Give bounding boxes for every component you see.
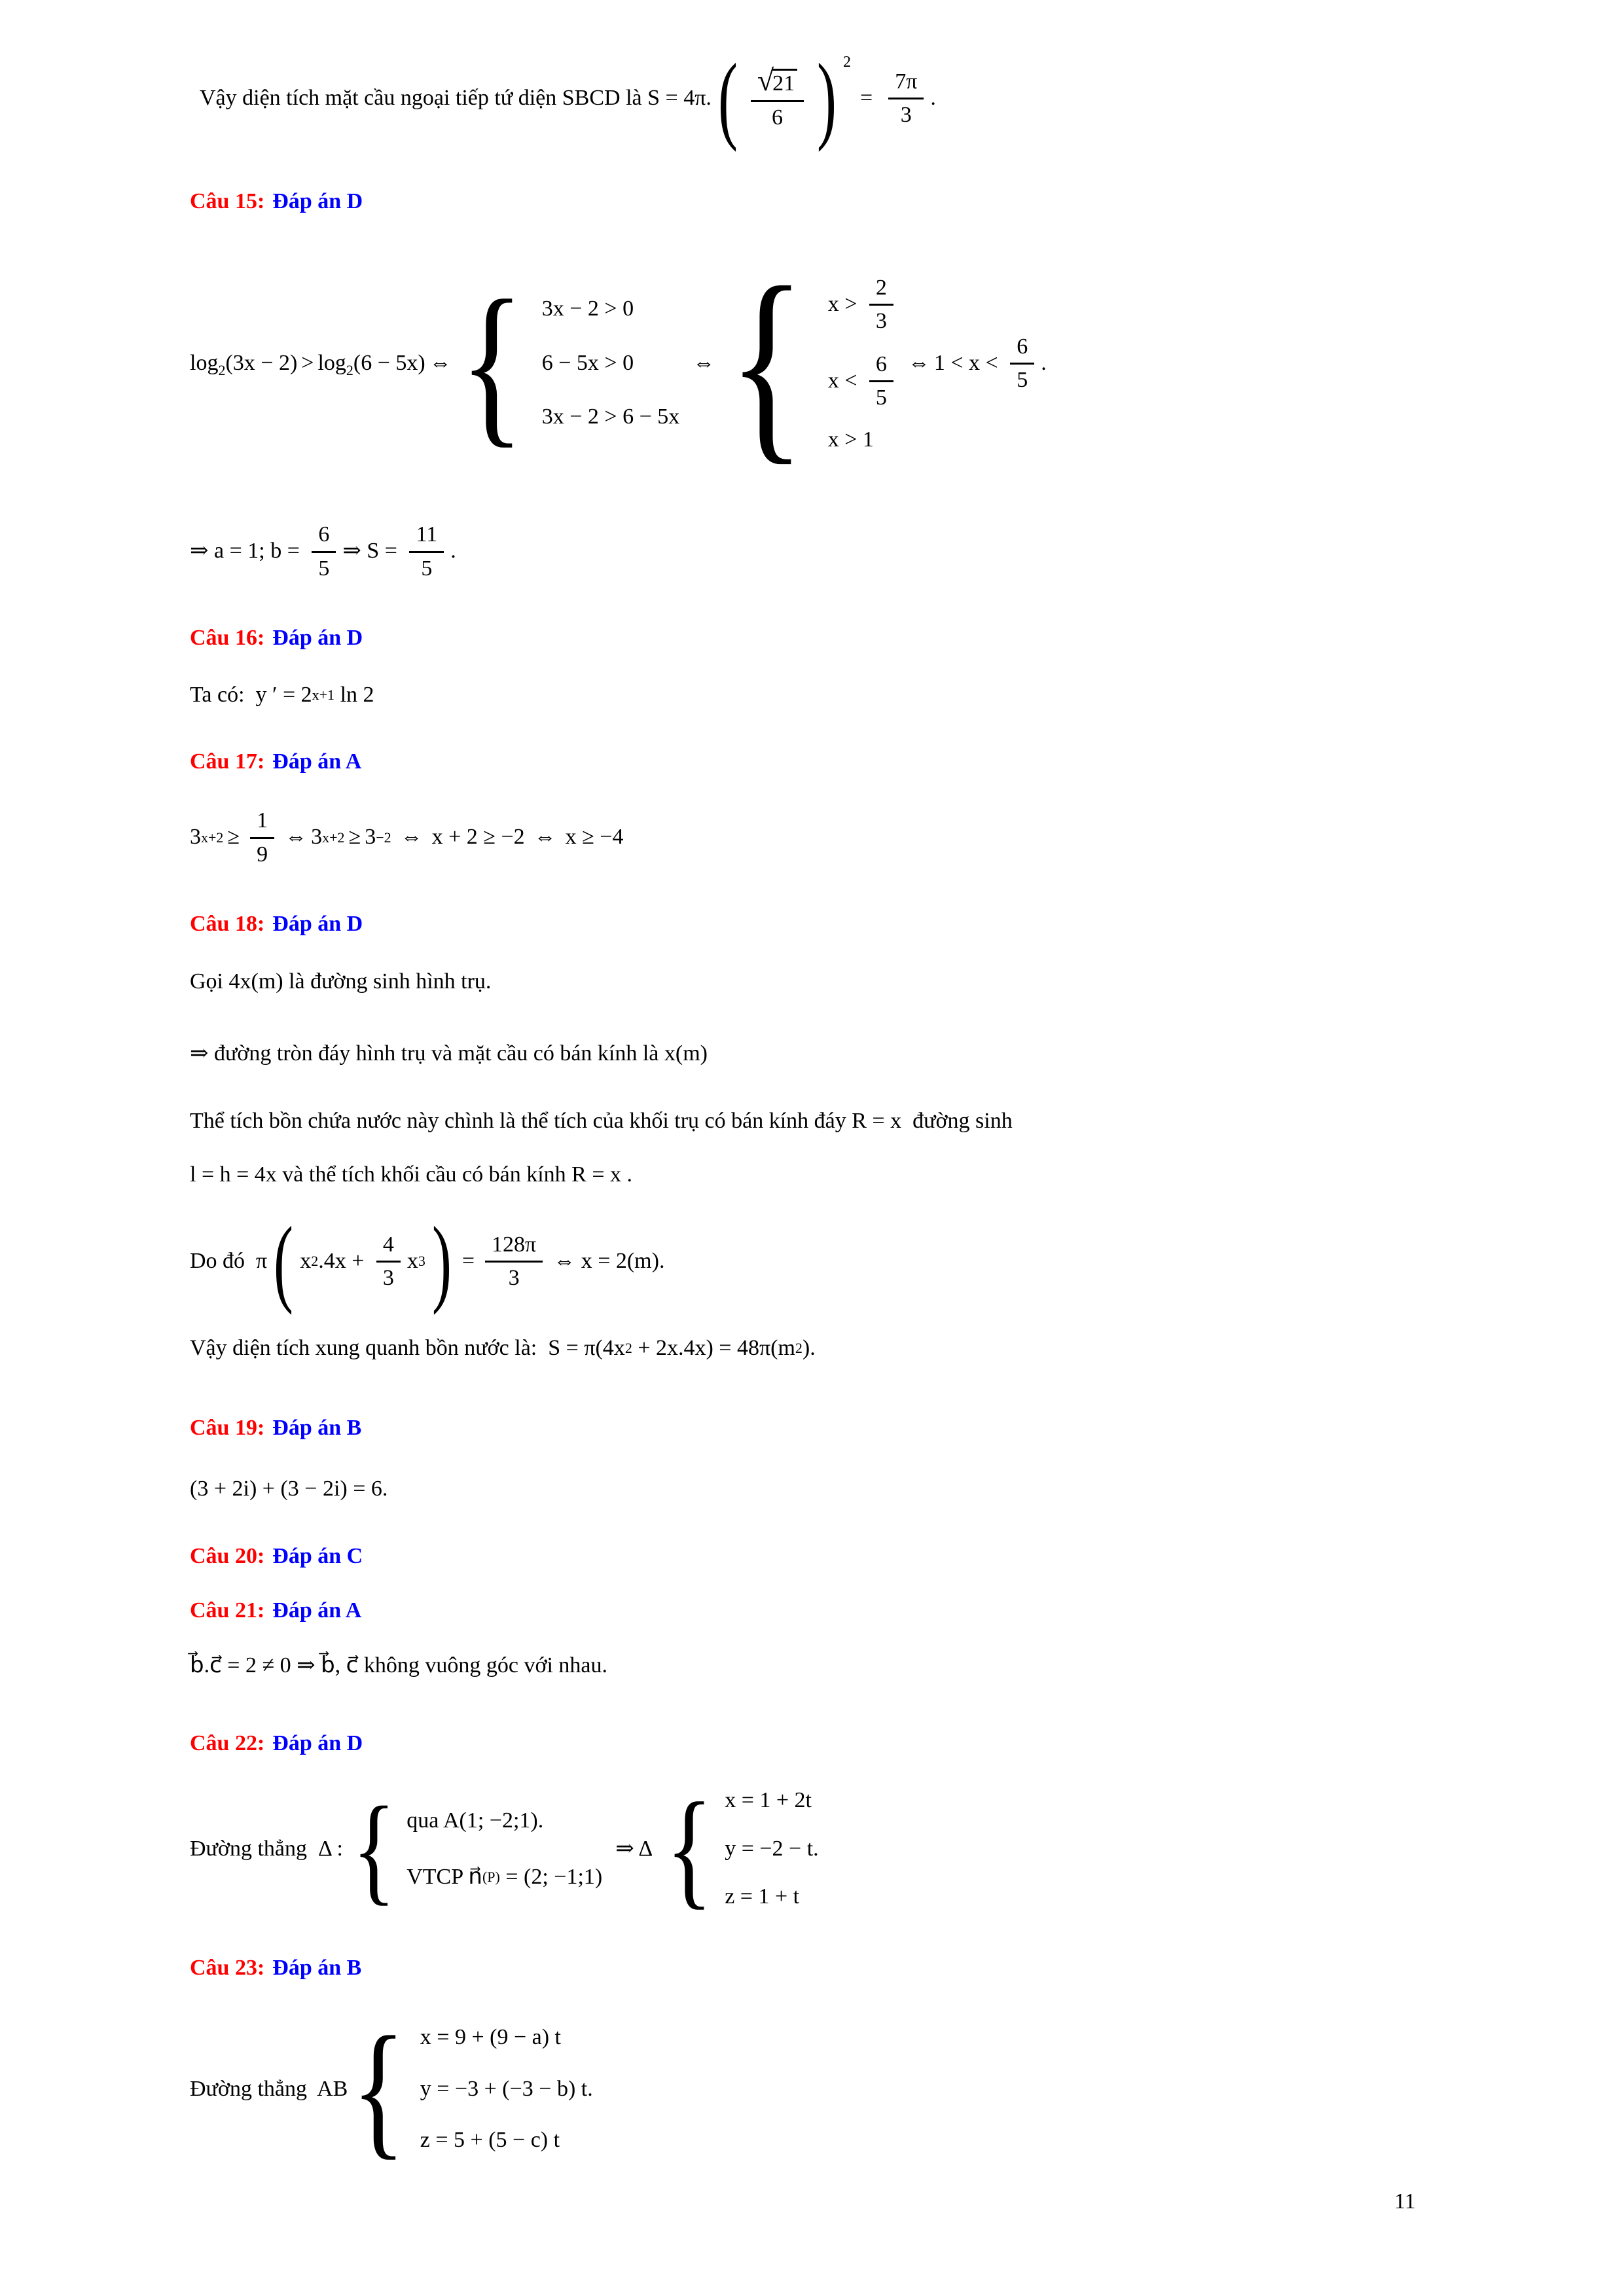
system-row: x > 1 bbox=[827, 427, 874, 452]
answer-label: Đáp án D bbox=[272, 1731, 363, 1755]
equation-cau22: Đường thẳng Δ : { qua A(1; −2;1). VTCP n⃗ (P) = (2; −1;1) ⇒ Δ { x = 1 + 2t y = −2 − t. z = 1 + t bbox=[190, 1776, 819, 1921]
system-rows bbox=[420, 2024, 593, 2154]
question-label: Câu 19: bbox=[190, 1416, 265, 1440]
numerator bbox=[751, 65, 804, 102]
system-row: 6 − 5x > 0 bbox=[541, 350, 634, 375]
left-paren: ( bbox=[717, 44, 738, 152]
fraction-sqrt21-over-6 bbox=[751, 65, 804, 132]
log-base: 2 bbox=[346, 361, 353, 378]
question-label: Câu 15: bbox=[190, 189, 265, 213]
equation-cau15 bbox=[190, 243, 1047, 482]
question-label: Câu 16: bbox=[190, 626, 265, 650]
period: . bbox=[930, 85, 936, 110]
question-label: Câu 18: bbox=[190, 912, 265, 936]
question-label: Câu 21: bbox=[190, 1598, 265, 1623]
left-paren: ( bbox=[274, 1207, 294, 1316]
system-row: y = −2 − t. bbox=[725, 1836, 819, 1861]
system-row: y = −3 + (−3 − b) t. bbox=[420, 2076, 593, 2101]
fraction: $\frac{6}{5}$ bbox=[1010, 332, 1034, 395]
system-line-props bbox=[352, 1782, 603, 1916]
line-cau18-thetich: Thể tích bồn chứa nước này chình là thể tích của khối trụ có bán kính đáy R = x đường sinh bbox=[190, 1109, 1013, 1133]
question-label: Câu 20: bbox=[190, 1544, 265, 1568]
answer-label: Đáp án D bbox=[272, 912, 363, 936]
iff-arrow: ⇔ bbox=[429, 350, 452, 375]
system-row: 3x − 2 > 6 − 5x bbox=[541, 404, 680, 429]
conclusion: 1 < x < bbox=[933, 350, 1004, 375]
heading-cau21 bbox=[190, 1598, 361, 1624]
equation-cau15-result bbox=[190, 520, 456, 583]
fraction: $\frac{4}{3}$ bbox=[376, 1230, 401, 1293]
system-row: x = 9 + (9 − a) t bbox=[420, 2024, 561, 2049]
conclusion: ⇔ x = 2(m). bbox=[553, 1248, 665, 1273]
iff-arrow: ⇔ bbox=[400, 825, 423, 850]
equals-sign: = bbox=[461, 1248, 475, 1273]
answer-label: Đáp án D bbox=[272, 626, 363, 650]
line-cau18-arrow: ⇒ đường tròn đáy hình trụ và mặt cầu có bán kính là x(m) bbox=[190, 1041, 708, 1066]
right-paren: ) bbox=[431, 1207, 452, 1316]
heading-cau23 bbox=[190, 1955, 361, 1982]
implies-part: ⇒ a = 1; b = bbox=[190, 539, 306, 564]
system-parametric bbox=[666, 1776, 819, 1921]
system-row: x > $\frac{2}{3}$ bbox=[828, 274, 900, 336]
iff-arrow: ⇔ bbox=[533, 825, 556, 850]
denominator: 3 bbox=[900, 103, 912, 127]
equation-cau19: (3 + 2i) + (3 − 2i) = 6. bbox=[190, 1477, 388, 1501]
iff-arrow: ⇔ bbox=[693, 350, 715, 375]
period: . bbox=[450, 539, 456, 564]
equation-cau18-dodo: Do đó π ( x 2 .4x + $\frac{4}{3}$ x 3 ) = $\frac{128\pi}{3}$ ⇔ x = 2(m). bbox=[190, 1207, 665, 1316]
page-number: 11 bbox=[1394, 2189, 1416, 2214]
answer-label: Đáp án A bbox=[272, 1598, 362, 1623]
system-row: VTCP n⃗ (P) = (2; −1;1) bbox=[406, 1864, 603, 1889]
iff-arrow: ⇔ bbox=[285, 825, 308, 850]
sqrt-symbol: √ bbox=[757, 63, 774, 97]
fraction: $\frac{2}{3}$ bbox=[869, 274, 893, 336]
system-row: qua A(1; −2;1). bbox=[406, 1808, 544, 1833]
system-1 bbox=[459, 263, 680, 463]
question-label: Câu 23: bbox=[190, 1956, 265, 1980]
fraction: $\frac{11}{5}$ bbox=[409, 520, 444, 583]
left-brace: { bbox=[666, 1776, 713, 1921]
answer-label: Đáp án D bbox=[272, 189, 363, 213]
fraction: $\frac{6}{5}$ bbox=[312, 520, 336, 583]
numerator: 7π bbox=[888, 67, 924, 100]
fraction: $\frac{1}{9}$ bbox=[250, 806, 274, 869]
system-rows bbox=[406, 1808, 602, 1891]
equals-sign: = bbox=[860, 85, 873, 110]
line-cau16: Ta có: y ′ = 2 x+1 ln 2 bbox=[190, 683, 374, 707]
iff-arrow: ⇔ bbox=[907, 350, 930, 375]
line-sol14-conclusion bbox=[200, 44, 936, 152]
heading-cau18 bbox=[190, 911, 363, 938]
greater-sign: > bbox=[301, 350, 314, 375]
radicand: 21 bbox=[772, 69, 797, 96]
heading-cau16 bbox=[190, 625, 363, 652]
heading-cau20 bbox=[190, 1543, 363, 1570]
system-row: z = 1 + t bbox=[725, 1884, 800, 1909]
line-cau18-goi: Gọi 4x(m) là đường sinh hình trụ. bbox=[190, 969, 492, 994]
equation-cau17: 3 x+2 ≥ $\frac{1}{9}$ ⇔ 3 x+2 ≥ 3 −2 ⇔ x + 2 ≥ −2 ⇔ x ≥ −4 bbox=[190, 806, 623, 869]
line-cau21: b⃗.c⃗ = 2 ≠ 0 ⇒ b⃗, c⃗ không vuông góc với nhau. bbox=[190, 1653, 607, 1679]
implies-arrow: ⇒ Δ bbox=[615, 1836, 653, 1861]
system-row: x < $\frac{6}{5}$ bbox=[828, 350, 900, 412]
left-brace: { bbox=[728, 243, 806, 482]
system-row: z = 5 + (5 − c) t bbox=[420, 2128, 560, 2153]
math-lhs: S = 4π. bbox=[647, 85, 712, 110]
geq-sign: ≥ bbox=[348, 825, 361, 850]
answer-label: Đáp án C bbox=[272, 1544, 363, 1568]
heading-cau17 bbox=[190, 749, 361, 776]
denominator: 6 bbox=[771, 105, 783, 130]
log-base: 2 bbox=[218, 361, 226, 378]
question-label: Câu 22: bbox=[190, 1731, 265, 1755]
system-rows bbox=[725, 1787, 818, 1910]
system-parametric-ab bbox=[352, 2005, 593, 2172]
left-brace: { bbox=[352, 2005, 406, 2172]
equation-cau23: Đường thẳng AB { x = 9 + (9 − a) t y = −3 + (−3 − b) t. z = 5 + (5 − c) t bbox=[190, 2005, 593, 2172]
right-paren: ) bbox=[817, 44, 837, 152]
text: Vậy diện tích mặt cầu ngoại tiếp tứ diện SBCD là bbox=[200, 85, 648, 110]
fraction: $\frac{128\pi}{3}$ bbox=[485, 1230, 543, 1293]
line-cau18-vay: Vậy diện tích xung quanh bồn nước là: S = π(4x 2 + 2x.4x) = 48π(m 2 ). bbox=[190, 1336, 816, 1360]
question-label: Câu 17: bbox=[190, 749, 265, 774]
geq-sign: ≥ bbox=[227, 825, 240, 850]
heading-cau15 bbox=[190, 188, 363, 215]
answer-label: Đáp án B bbox=[272, 1416, 362, 1440]
heading-cau22 bbox=[190, 1731, 363, 1757]
line-cau18-lh: l = h = 4x và thể tích khối cầu có bán kính R = x . bbox=[190, 1162, 633, 1187]
fraction: $\frac{6}{5}$ bbox=[869, 350, 893, 412]
log-term: $\log_2(3x - 2)$ bbox=[190, 350, 298, 378]
left-brace: { bbox=[352, 1782, 397, 1916]
system-row: x = 1 + 2t bbox=[725, 1787, 812, 1812]
left-brace: { bbox=[459, 263, 524, 463]
implies-part: ⇒ S = bbox=[342, 539, 403, 564]
system-rows bbox=[828, 274, 900, 454]
answer-label: Đáp án A bbox=[272, 749, 362, 774]
exponent: 2 bbox=[843, 54, 852, 71]
vector-equation: b⃗.c⃗ = 2 ≠ 0 ⇒ b⃗, c⃗ bbox=[190, 1653, 359, 1677]
heading-cau19 bbox=[190, 1415, 361, 1442]
system-rows bbox=[542, 296, 680, 431]
answer-label: Đáp án B bbox=[272, 1956, 362, 1980]
system-2 bbox=[728, 243, 900, 482]
fraction-7pi-over-3 bbox=[888, 67, 924, 130]
period: . bbox=[1041, 350, 1047, 375]
log-term: $\log_2(6 - 5x)$ bbox=[317, 350, 425, 378]
system-row: 3x − 2 > 0 bbox=[541, 296, 634, 321]
